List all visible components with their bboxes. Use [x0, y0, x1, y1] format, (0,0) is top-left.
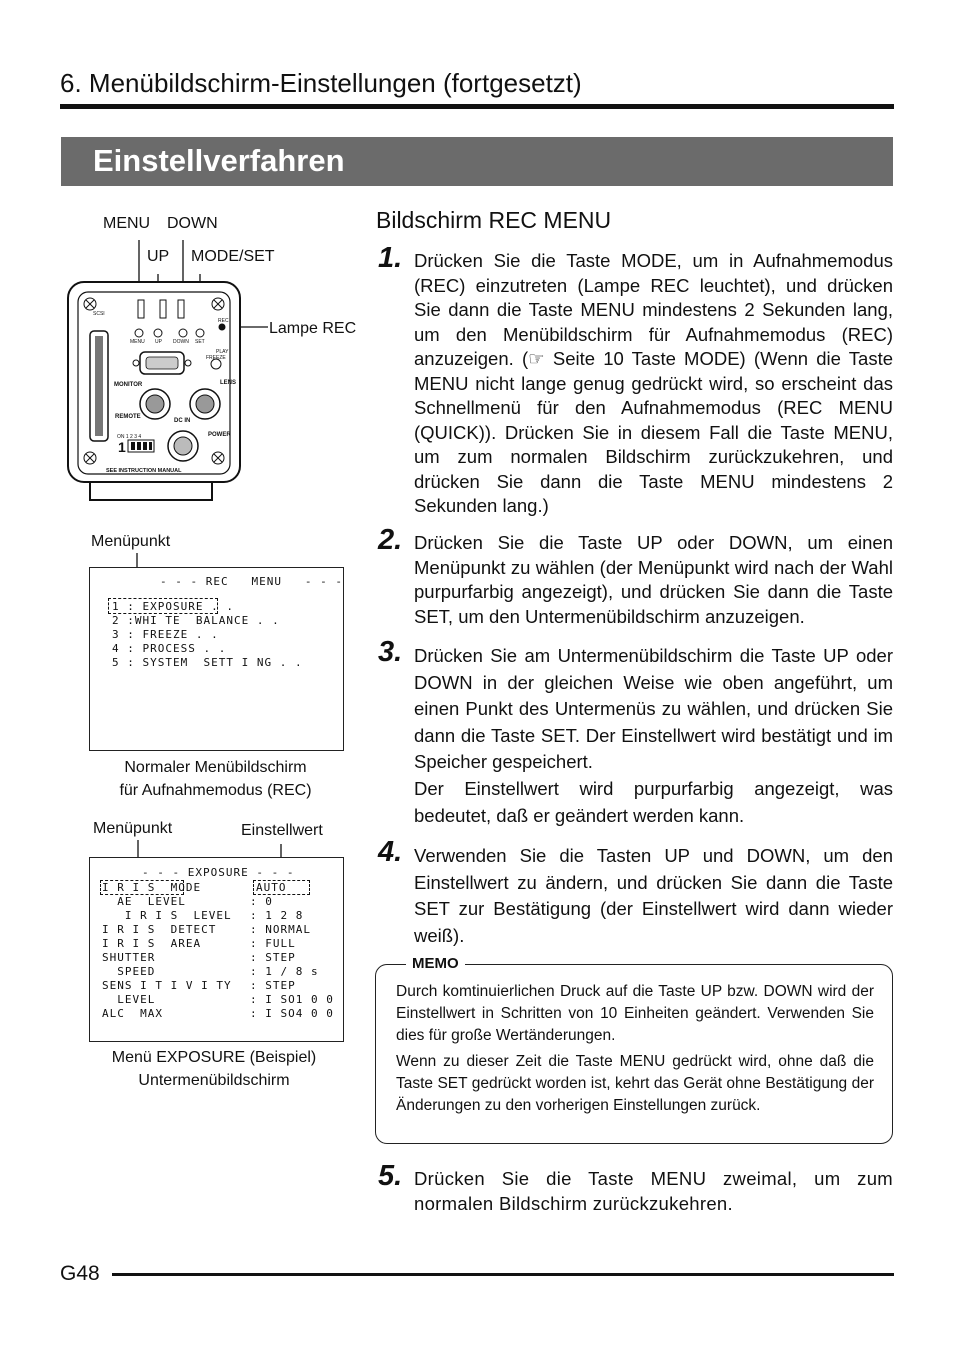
- exposure-row-value: AUTO: [256, 881, 287, 894]
- camera-rear-panel-illustration: [60, 236, 360, 508]
- banner-title: Einstellverfahren: [93, 143, 345, 178]
- exposure-row-label: ALC MAX: [102, 1007, 163, 1020]
- panel-label-remote: REMOTE: [115, 414, 141, 420]
- rec-menu-callout: Menüpunkt: [91, 533, 171, 550]
- step-number: 3.: [378, 636, 403, 668]
- rec-menu-caption-line1: Normaler Menübildschirm: [124, 759, 307, 776]
- callout-mode-set: MODE/SET: [191, 248, 275, 265]
- exposure-row-label: I R I S LEVEL: [102, 909, 232, 922]
- step-number: 4.: [378, 836, 403, 868]
- step-text: Drücken Sie am Untermenübildschirm die Taste UP oder DOWN in der gleichen Weise wie oben angeführt, um einen Punkt des Untermenüs zu wählen, und drücken Sie dann die Taste SET. Der Einstellwert wird bestätigt und im Speicher gespeichert.: [414, 645, 893, 772]
- exposure-row-value: : STEP: [250, 979, 296, 992]
- rec-menu-item: 4 : PROCESS . .: [112, 642, 227, 655]
- exposure-row-value: : NORMAL: [250, 923, 311, 936]
- panel-label-rec: REC: [218, 318, 229, 324]
- rec-menu-item: 2 :WHI TE BALANCE . .: [112, 614, 280, 627]
- exposure-row-value: : 1 2 8: [250, 909, 304, 922]
- callout-down: DOWN: [167, 215, 218, 232]
- panel-label-freeze: FREEZE: [206, 355, 226, 361]
- exposure-row-value: : STEP: [250, 951, 296, 964]
- exposure-screen: [89, 857, 344, 1042]
- panel-label-play: PLAY: [216, 349, 229, 355]
- exposure-row-label: I R I S DETECT: [102, 923, 217, 936]
- exposure-row-value: : 1 / 8 s: [250, 965, 319, 978]
- exposure-row-label: SHUTTER: [102, 951, 156, 964]
- exposure-row-label: AE LEVEL: [102, 895, 186, 908]
- exposure-row-label: I R I S AREA: [102, 937, 202, 950]
- callout-lamp-rec: Lampe REC: [269, 320, 357, 337]
- step-note: Der Einstellwert wird purpurfarbig angezeigt, was bedeutet, daß er geändert werden kann.: [414, 778, 893, 826]
- memo-label: MEMO: [406, 955, 465, 972]
- rec-menu-title: - - - REC MENU - - -: [160, 575, 343, 588]
- exposure-callout-value: Einstellwert: [241, 822, 323, 839]
- step-number: 5.: [378, 1160, 403, 1192]
- panel-label-see-manual: SEE INSTRUCTION MANUAL: [106, 468, 182, 474]
- subheading: Bildschirm REC MENU: [376, 207, 612, 233]
- panel-label-dc-in: DC IN: [174, 418, 191, 424]
- exposure-row-value: : FULL: [250, 937, 296, 950]
- panel-label-menu: MENU: [130, 339, 145, 345]
- exposure-caption: [79, 1046, 349, 1092]
- rec-menu-item: 5 : SYSTEM SETT I NG . .: [112, 656, 303, 669]
- panel-label-monitor: MONITOR: [114, 382, 143, 388]
- exposure-row-value: : I SO1 0 0: [250, 993, 334, 1006]
- panel-label-lens: LENS: [220, 380, 237, 386]
- section-banner: [61, 137, 893, 186]
- title-rule: [60, 104, 894, 109]
- svg-text:1: 1: [118, 439, 126, 455]
- exposure-row-value: : I SO4 0 0: [250, 1007, 334, 1020]
- panel-label-down: DOWN: [173, 339, 189, 345]
- rec-menu-caption: [89, 756, 342, 802]
- panel-label-set: SET: [195, 339, 205, 345]
- panel-label-scsi: SCSI: [93, 311, 105, 317]
- rec-menu-screen: [89, 567, 344, 751]
- memo-paragraph: Durch komtinuierlichen Druck auf die Taste UP bzw. DOWN wird der Einstellwert in Schritten von 10 Einheiten geändert. Verwenden Sie dies für große Wertänderungen.: [396, 983, 874, 1044]
- callout-up: UP: [147, 248, 170, 265]
- panel-label-up: UP: [155, 339, 162, 345]
- rec-menu-caption-line2: für Aufnahmemodus (REC): [119, 782, 312, 799]
- panel-label-power: POWER: [208, 432, 231, 438]
- page-number: G48: [60, 1262, 100, 1285]
- exposure-caption-line1: Menü EXPOSURE (Beispiel): [111, 1049, 317, 1066]
- exposure-row-label: I R I S MODE: [102, 881, 202, 894]
- callout-menu: MENU: [103, 215, 151, 232]
- exposure-row-label: LEVEL: [102, 993, 156, 1006]
- step-number: 1.: [378, 242, 403, 274]
- rec-menu-item: 3 : FREEZE . .: [112, 628, 219, 641]
- exposure-row-label: SPEED: [102, 965, 156, 978]
- step-number: 2.: [378, 524, 403, 556]
- exposure-callout-item: Menüpunkt: [93, 820, 173, 837]
- step-text: Drücken Sie die Taste MODE, um in Aufnahmemodus (REC) einzutreten (Lampe REC leuchtet), und drücken Sie dann die Taste MENU mindestens 2 Sekunden lang, um den Menübildschirm für Aufnahmemodus (REC) anzuzeigen. (☞ Seite 10 Taste MODE) (Wenn die Taste MENU nicht lange genug gedrückt wird, so erscheint das Schnellmenü für den Aufnahmemodus (REC MENU (QUICK)). Drücken Sie in diesem Fall die Taste MENU, um zum normalen Bildschirm zurückzukehren, und drücken Sie dann die Taste MENU mindestens 2 Sekunden lang.): [414, 250, 893, 516]
- memo-box: [375, 964, 893, 1144]
- memo-paragraph: Wenn zu dieser Zeit die Taste MENU gedrückt wird, ohne daß die Taste SET gedrückt worden ist, kehrt das Gerät ohne Bestätigung der Änderungen zu den vorherigen Einstellungen zurück.: [396, 1053, 874, 1114]
- exposure-row-value: : 0: [250, 895, 273, 908]
- step-text: Drücken Sie die Taste UP oder DOWN, um einen Menüpunkt zu wählen (der Menüpunkt wird nach der Wahl purpurfarbig angezeigt), und drücken Sie dann die Taste SET, um den Untermenübildschirm anzuzeigen.: [414, 532, 893, 627]
- section-title: 6. Menübildschirm-Einstellungen (fortgesetzt): [60, 68, 582, 98]
- rec-menu-item: 1 : EXPOSURE . .: [112, 600, 234, 613]
- footer-rule: [112, 1273, 894, 1276]
- exposure-caption-line2: Untermenübildschirm: [138, 1072, 290, 1089]
- step-text: Verwenden Sie die Tasten UP und DOWN, um den Einstellwert zu ändern, und drücken Sie dann die Taste SET zur Bestätigung (der Einstellwert wird dann wieder weiß).: [414, 845, 893, 946]
- exposure-row-label: SENS I T I V I TY: [102, 979, 232, 992]
- step-text: Drücken Sie die Taste MENU zweimal, um zum normalen Bildschirm zurückzukehren.: [414, 1168, 893, 1214]
- panel-label-on-switch: ON 1 2 3 4: [117, 434, 142, 440]
- exposure-title: - - - EXPOSURE - - -: [142, 866, 295, 879]
